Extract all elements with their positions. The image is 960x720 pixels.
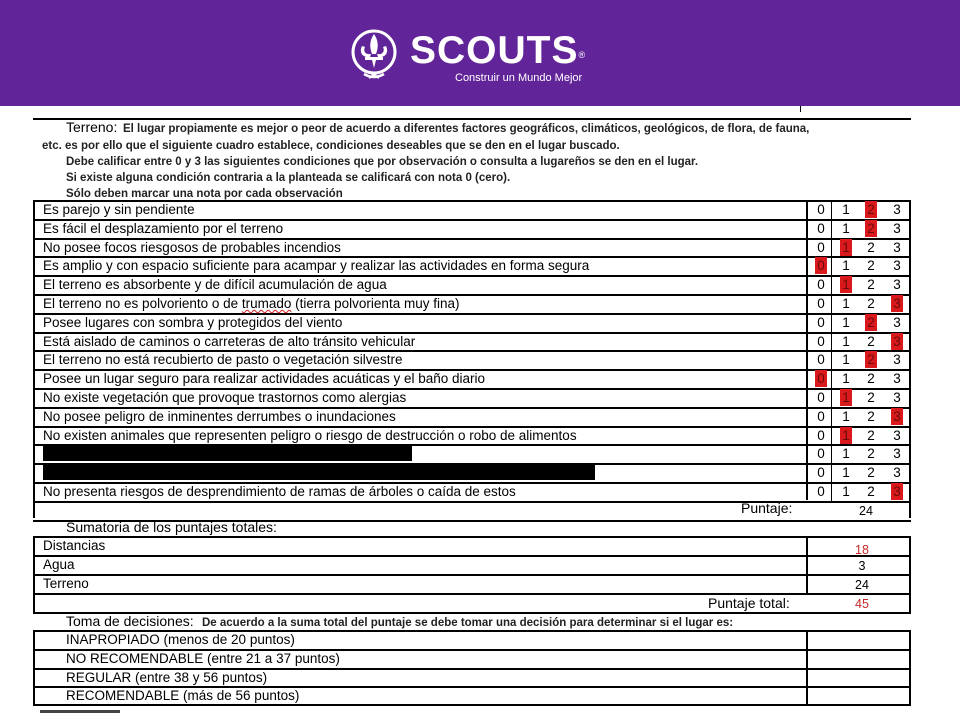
summary-distancias-value: 18 — [855, 543, 869, 557]
score-option[interactable]: 0 — [817, 409, 825, 424]
score-option[interactable]: 2 — [867, 390, 875, 405]
bottom-edge-mark — [40, 710, 120, 713]
score-option[interactable]: 1 — [842, 446, 850, 461]
summary-value-divider — [806, 536, 808, 595]
score-option-selected[interactable]: 0 — [815, 257, 827, 274]
score-option[interactable]: 3 — [893, 315, 901, 330]
score-option[interactable]: 0 — [817, 315, 825, 330]
summary-terreno-value: 24 — [855, 578, 869, 592]
decision-intro: De acuerdo a la suma total del puntaje se debe tomar una decisión para determinar si el lugar es: — [202, 617, 734, 629]
summary-total-value: 45 — [855, 597, 869, 611]
top-tick — [800, 106, 801, 112]
score-option[interactable]: 1 — [842, 202, 850, 217]
summary-line-2 — [33, 574, 911, 576]
score-option[interactable]: 2 — [867, 484, 875, 499]
redacted-row-label — [43, 446, 412, 461]
terrain-intro-5: Sólo deben marcar una nota por cada observación — [66, 188, 343, 200]
decision-bottom-border — [33, 704, 911, 706]
score-option[interactable]: 2 — [867, 277, 875, 292]
score-option-selected[interactable]: 3 — [891, 295, 903, 312]
score-option[interactable]: 2 — [867, 371, 875, 386]
score-option[interactable]: 3 — [893, 258, 901, 273]
score-cell-divider — [831, 313, 832, 332]
score-option[interactable]: 1 — [842, 334, 850, 349]
score-option[interactable]: 3 — [893, 428, 901, 443]
decision-option-no-recomendable: NO RECOMENDABLE (entre 21 a 37 puntos) — [66, 651, 340, 666]
score-option[interactable]: 2 — [867, 446, 875, 461]
score-option[interactable]: 3 — [893, 446, 901, 461]
score-option[interactable]: 0 — [817, 465, 825, 480]
score-option[interactable]: 0 — [817, 221, 825, 236]
score-option[interactable]: 1 — [842, 465, 850, 480]
score-option[interactable]: 2 — [867, 409, 875, 424]
score-cell-divider — [831, 388, 832, 407]
score-option[interactable]: 0 — [817, 240, 825, 255]
decision-option-inapropiado: INAPROPIADO (menos de 20 puntos) — [66, 632, 295, 647]
score-option-selected[interactable]: 2 — [865, 314, 877, 331]
terrain-row-label: Es fácil el desplazamiento por el terreno — [43, 221, 284, 236]
score-option-selected[interactable]: 2 — [865, 220, 877, 237]
score-cell-divider — [831, 275, 832, 294]
redacted-row-label — [43, 465, 595, 480]
score-option[interactable]: 0 — [817, 296, 825, 311]
terrain-intro-2: etc. es por ello que el siguiente cuadro establece, condiciones deseables que se den en el lugar buscado. — [42, 140, 620, 152]
score-option-selected[interactable]: 1 — [840, 427, 852, 444]
puntaje-value: 24 — [859, 504, 873, 518]
score-cell-divider — [831, 369, 832, 388]
score-option[interactable]: 2 — [867, 465, 875, 480]
score-option[interactable]: 3 — [893, 221, 901, 236]
terrain-row-label: Posee lugares con sombra y protegidos del viento — [43, 315, 343, 330]
score-cell-divider — [831, 407, 832, 426]
score-option[interactable]: 1 — [842, 258, 850, 273]
decision-check-divider — [806, 630, 808, 706]
score-option-selected[interactable]: 2 — [865, 201, 877, 218]
score-option[interactable]: 1 — [842, 484, 850, 499]
score-option[interactable]: 1 — [842, 409, 850, 424]
terrain-row-label: Es parejo y sin pendiente — [43, 202, 195, 217]
summary-total-label: Puntaje total: — [708, 595, 790, 611]
score-cell-divider — [831, 463, 832, 482]
terrain-intro-3: Debe calificar entre 0 y 3 las siguientes condiciones que por observación o consulta a lugareños se den en el lugar. — [66, 156, 699, 168]
puntaje-label: Puntaje: — [741, 500, 793, 516]
summary-left-border — [33, 536, 35, 614]
score-option[interactable]: 3 — [893, 465, 901, 480]
summary-agua-label: Agua — [43, 557, 75, 572]
terrain-row-label: Posee un lugar seguro para realizar actividades acuáticas y el baño diario — [43, 371, 486, 386]
score-option-selected[interactable]: 1 — [840, 276, 852, 293]
terrain-row-label: Es amplio y con espacio suficiente para acampar y realizar las actividades en forma segura — [43, 258, 590, 273]
score-cell-divider — [831, 294, 832, 313]
summary-line-1 — [33, 555, 911, 557]
score-option[interactable]: 1 — [842, 371, 850, 386]
terrain-intro-1: El lugar propiamente es mejor o peor de acuerdo a diferentes factores geográficos, climáticos, geológicos, de flora, de fauna, — [123, 123, 810, 135]
score-option-selected[interactable]: 3 — [891, 408, 903, 425]
terrain-row-label: No existen animales que representen peligro o riesgo de destrucción o robo de alimentos — [43, 428, 577, 443]
summary-terreno-label: Terreno — [43, 576, 89, 591]
fleur-de-lis-icon — [350, 28, 398, 82]
score-option[interactable]: 2 — [867, 240, 875, 255]
terrain-row-label: El terreno es absorbente y de difícil acumulación de agua — [43, 277, 387, 292]
decision-heading: Toma de decisiones: — [66, 613, 194, 629]
score-cell-divider — [831, 444, 832, 463]
score-option-selected[interactable]: 1 — [840, 389, 852, 406]
score-cell-divider — [831, 482, 832, 501]
score-cell-divider — [831, 200, 832, 219]
terrain-row-label: No existe vegetación que provoque trastornos como alergias — [43, 390, 407, 405]
score-option[interactable]: 0 — [817, 390, 825, 405]
terrain-heading: Terreno: — [66, 119, 118, 135]
score-option[interactable]: 3 — [893, 390, 901, 405]
terrain-row-label: No presenta riesgos de desprendimiento de ramas de árboles o caída de estos — [43, 484, 516, 499]
scan-document — [0, 106, 960, 720]
table-left-border — [33, 200, 35, 518]
score-option[interactable]: 0 — [817, 277, 825, 292]
score-option[interactable]: 2 — [867, 258, 875, 273]
score-option[interactable]: 0 — [817, 202, 825, 217]
brand-tagline: Construir un Mundo Mejor — [455, 72, 583, 84]
score-option[interactable]: 2 — [867, 296, 875, 311]
score-option[interactable]: 3 — [893, 352, 901, 367]
terrain-row-label: El terreno no está recubierto de pasto o vegetación silvestre — [43, 352, 403, 367]
score-option[interactable]: 0 — [817, 446, 825, 461]
header-banner — [0, 0, 960, 106]
score-option[interactable]: 1 — [842, 315, 850, 330]
terrain-row-label: El terreno no es polvoriento o de trumado (tierra polvorienta muy fina) — [43, 296, 460, 311]
score-option-selected[interactable]: 3 — [891, 333, 903, 350]
score-option-selected[interactable]: 1 — [840, 239, 852, 256]
registered-mark: ® — [578, 50, 587, 60]
score-option[interactable]: 2 — [867, 428, 875, 443]
brand-name: SCOUTS® — [410, 29, 587, 72]
score-option[interactable]: 3 — [893, 277, 901, 292]
score-option[interactable]: 0 — [817, 428, 825, 443]
decision-option-regular: REGULAR (entre 38 y 56 puntos) — [66, 670, 268, 685]
summary-heading: Sumatoria de los puntajes totales: — [66, 519, 277, 535]
score-option[interactable]: 2 — [867, 334, 875, 349]
decision-left-border — [33, 630, 35, 706]
terrain-row-label: No posee focos riesgosos de probables incendios — [43, 240, 341, 255]
score-cell-divider — [831, 219, 832, 238]
score-option-selected[interactable]: 2 — [865, 351, 877, 368]
score-option[interactable]: 0 — [817, 352, 825, 367]
summary-top-border — [33, 536, 911, 538]
top-border — [33, 118, 911, 120]
score-option[interactable]: 1 — [842, 221, 850, 236]
score-option[interactable]: 3 — [893, 202, 901, 217]
score-option[interactable]: 0 — [817, 334, 825, 349]
score-option[interactable]: 1 — [842, 296, 850, 311]
summary-distancias-label: Distancias — [43, 538, 106, 553]
score-option[interactable]: 3 — [893, 240, 901, 255]
score-option[interactable]: 1 — [842, 352, 850, 367]
summary-agua-value: 3 — [858, 559, 866, 573]
score-option-selected[interactable]: 3 — [891, 483, 903, 500]
score-cell-divider — [831, 256, 832, 275]
score-cell-divider — [831, 332, 832, 351]
score-option[interactable]: 3 — [893, 371, 901, 386]
score-option-selected[interactable]: 0 — [815, 370, 827, 387]
score-option[interactable]: 0 — [817, 484, 825, 499]
table-right-border — [909, 200, 911, 518]
score-cell-divider — [831, 350, 832, 369]
terrain-row-label: Está aislado de caminos o carreteras de alto tránsito vehicular — [43, 334, 416, 349]
decision-option-recomendable: RECOMENDABLE (más de 56 puntos) — [66, 688, 300, 703]
terrain-intro-4: Si existe alguna condición contraria a la planteada se calificará con nota 0 (cero). — [66, 172, 511, 184]
decision-right-border — [909, 630, 911, 706]
score-cell-divider — [831, 238, 832, 257]
terrain-row-label: No posee peligro de inminentes derrumbes o inundaciones — [43, 409, 396, 424]
score-cell-divider — [831, 426, 832, 445]
